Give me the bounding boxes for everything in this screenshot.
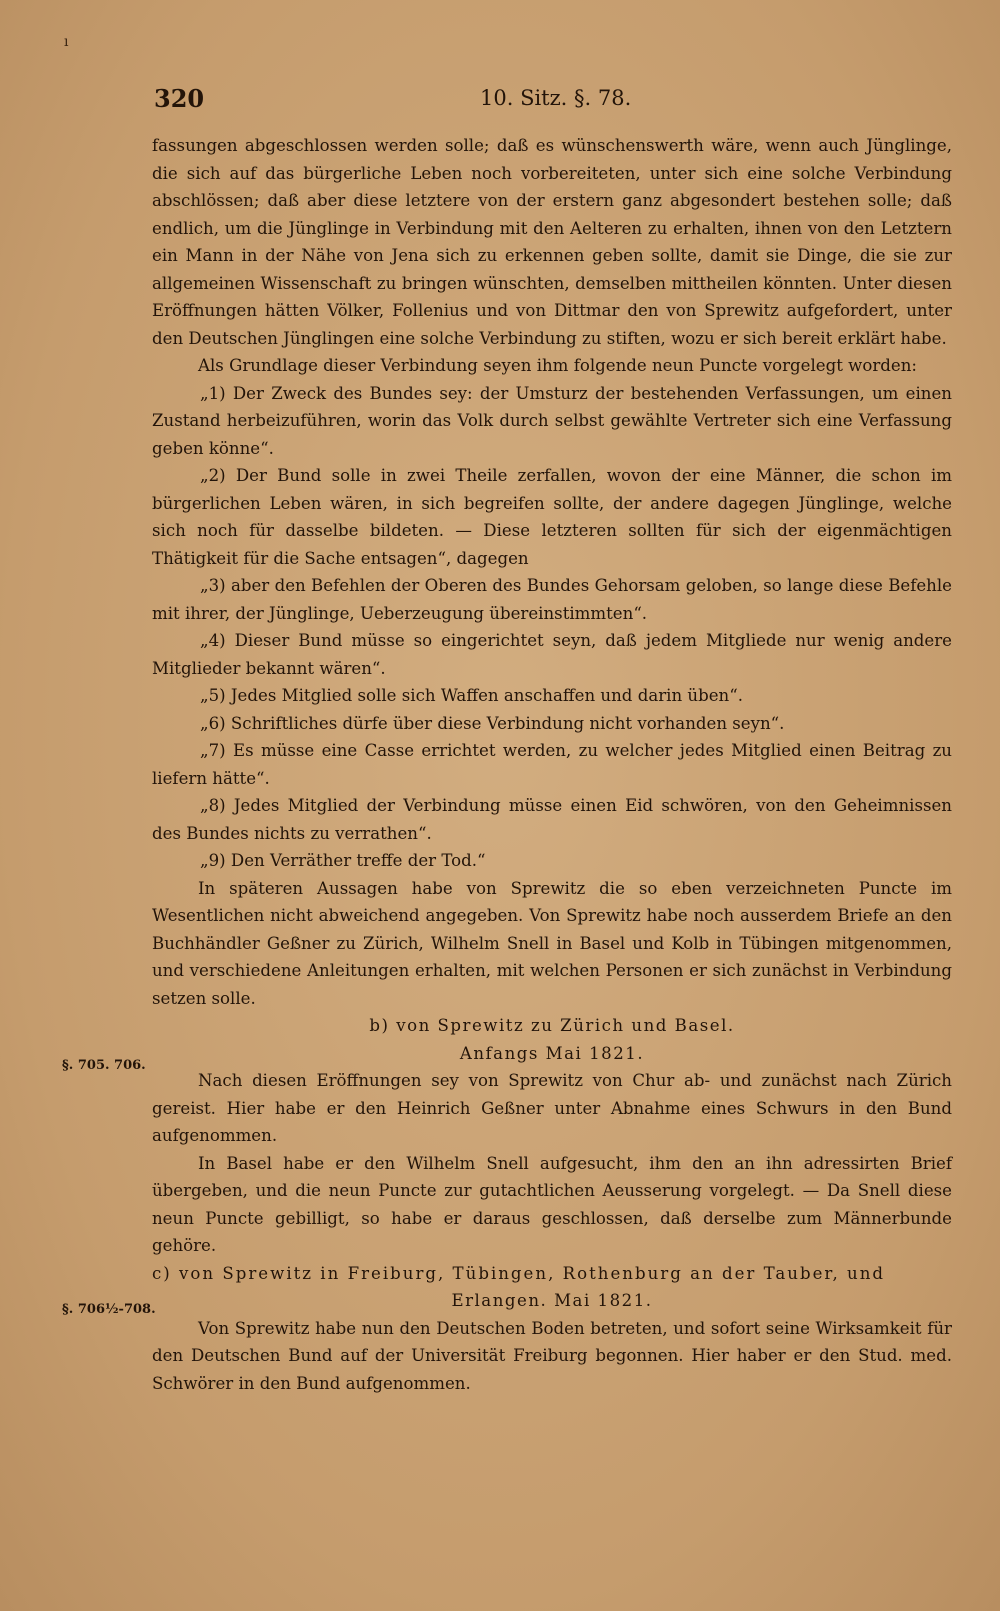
list-item: „5) Jedes Mitglied solle sich Waffen anschaffen und darin üben“.	[200, 686, 743, 705]
section-heading: b) von Sprewitz zu Zürich und Basel.	[369, 1016, 735, 1035]
page-header	[150, 84, 950, 120]
list-item: „1) Der Zweck des Bundes sey: der Umsturz der bestehenden Verfassungen, um einen Zustand herbeizuführen, worin das Volk durch selbst gewählte Vertreter sich eine Verfassung geben könne“.	[152, 383, 952, 458]
list-item: „7) Es müsse eine Casse errichtet werden, zu welcher jedes Mitglied einen Beitrag zu liefern hätte“.	[152, 741, 952, 788]
paragraph: Als Grundlage dieser Verbindung seyen ihm folgende neun Puncte vorgelegt worden:	[198, 356, 918, 375]
list-item: „6) Schriftliches dürfe über diese Verbindung nicht vorhanden seyn“.	[200, 713, 785, 733]
list-item: „8) Jedes Mitglied der Verbindung müsse einen Eid schwören, von den Geheimnissen des Bundes nichts zu verrathen“.	[152, 796, 952, 843]
paragraph: In Basel habe er den Wilhelm Snell aufgesucht, ihm den an ihn adressirten Brief übergeben, und die neun Puncte zur gutachtlichen Aeusserung vorgelegt. — Da Snell diese neun Puncte gebilligt, so habe er daraus geschlossen, daß derselbe zum Männerbunde gehöre.	[152, 1153, 952, 1255]
section-heading: c) von Sprewitz in Freiburg, Tübingen, Rothenburg an der Tauber, und	[152, 1263, 886, 1283]
section-date: Anfangs Mai 1821.	[459, 1043, 645, 1063]
list-item: „2) Der Bund solle in zwei Theile zerfallen, wovon der eine Männer, die schon im bürgerlichen Leben wären, in sich begreifen sollte, der andere dagegen Jünglinge, welche sich noch für dasselbe bildeten. — Diese letzteren sollten für sich der eigenmächtigen Thätigkeit für die Sache entsagen“, dagegen	[152, 466, 952, 568]
margin-note-705: §. 705. 706.	[62, 1058, 146, 1073]
section-date: Erlangen. Mai 1821.	[451, 1291, 653, 1310]
list-item: „4) Dieser Bund müsse so eingerichtet seyn, daß jedem Mitgliede nur wenig andere Mitglieder bekannt wären“.	[152, 631, 952, 678]
page-speck: ı	[64, 34, 69, 50]
paragraph: Nach diesen Eröffnungen sey von Sprewitz von Chur ab- und zunächst nach Zürich gereist. Hier habe er den Heinrich Geßner unter Abnahme eines Schwurs in den Bund aufgenommen.	[152, 1071, 952, 1145]
list-item: „9) Den Verräther treffe der Tod.“	[200, 851, 486, 870]
paragraph: fassungen abgeschlossen werden solle; daß es wünschenswerth wäre, wenn auch Jünglinge, die sich auf das bürgerliche Leben noch vorbereiteten, unter sich eine solche Verbindung abschlössen; daß aber diese letztere von der erstern ganz abgesondert bestehen solle; daß endlich, um die Jünglinge in Verbindung mit den Aelteren zu erhalten, ihnen von den Letztern ein Mann in der Nähe von Jena sich zu erkennen geben sollte, damit sie Dinge, die sie zur allgemeinen Wissenschaft zu bringen wünschten, demselben mittheilen könnten. Unter diesen Eröffnungen hätten Völker, Follenius und von Dittmar den von Sprewitz aufgefordert, unter den Deutschen Jünglingen eine solche Verbindung zu stiften, wozu er sich bereit erklärt habe.	[152, 136, 952, 348]
margin-note-706: §. 706½-708.	[62, 1302, 156, 1317]
running-head: 10. Sitz. §. 78.	[480, 86, 632, 110]
paragraph: In späteren Aussagen habe von Sprewitz die so eben verzeichneten Puncte im Wesentlichen nicht abweichend angegeben. Von Sprewitz habe noch ausserdem Briefe an den Buchhändler Geßner zu Zürich, Wilhelm Snell in Basel und Kolb in Tübingen mitgenommen, und verschiedene Anleitungen erhalten, mit welchen Personen er sich zunächst in Verbindung setzen solle.	[152, 878, 952, 1008]
body-text	[152, 132, 952, 1397]
paragraph: Von Sprewitz habe nun den Deutschen Boden betreten, und sofort seine Wirksamkeit für den Deutschen Bund auf der Universität Freiburg begonnen. Hier haber er den Stud. med. Schwörer in den Bund aufgenommen.	[152, 1318, 952, 1393]
page-number: 320	[154, 84, 205, 113]
list-item: „3) aber den Befehlen der Oberen des Bundes Gehorsam geloben, so lange diese Befehle mit ihrer, der Jünglinge, Ueberzeugung übereinstimmten“.	[152, 576, 952, 623]
